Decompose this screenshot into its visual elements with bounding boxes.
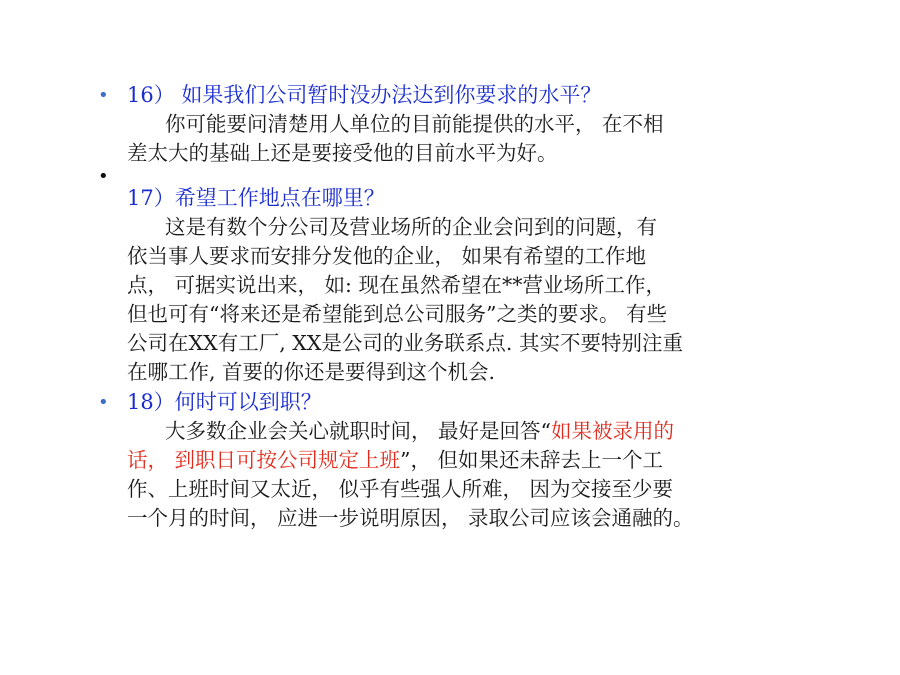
answer-18-line-4: 一个月的时间， 应进一步说明原因， 录取公司应该会通融的。 [127,506,694,530]
answer-17-line-1: 这是有数个分公司及营业场所的企业会问到的问题，有 [165,215,657,239]
answer-18-line-2 [127,446,807,475]
answer-16-line-1: 你可能要问清楚用人单位的目前能提供的水平， 在不相 [165,112,664,136]
bullet-18: • [98,392,109,413]
item-16 [127,81,807,168]
question-18: 18）何时可以到职？ [127,390,322,414]
item-18 [127,388,807,533]
answer-17-line-6: 在哪工作, 首要的你还是要得到这个机会. [127,360,496,384]
bullet-empty: • [98,166,109,187]
question-16: 16） 如果我们公司暂时没办法达到你要求的水平？ [127,83,602,107]
answer-18-line-3: 作、上班时间又太近， 似乎有些强人所难， 因为交接至少要 [127,477,674,501]
answer-17-line-2: 依当事人要求而安排分发他的企业， 如果有希望的工作地 [127,244,647,268]
highlight-text-1: 如果被录用的 [551,419,674,443]
bullet-16: • [98,85,109,106]
item-17 [127,184,807,387]
highlight-text-2: 话， 到职日可按公司规定上班 [127,448,401,472]
answer-17-line-5: 公司在XX有工厂, XX是公司的业务联系点. 其实不要特别注重 [127,331,683,355]
answer-16-line-2: 差太大的基础上还是要接受他的目前水平为好。 [127,141,558,165]
answer-17-line-3: 点， 可据实说出来， 如: 现在虽然希望在**营业场所工作， [127,273,666,297]
answer-18-line-1 [127,417,807,446]
answer-17-line-4: 但也可有“将来还是希望能到总公司服务”之类的要求。 有些 [127,302,667,326]
answer-18-line-2-text: ”， 但如果还未辞去上一个工 [400,448,664,472]
answer-18-line-1-text: 大多数企业会关心就职时间， 最好是回答“ [165,419,551,443]
question-17: 17）希望工作地点在哪里？ [127,186,385,210]
